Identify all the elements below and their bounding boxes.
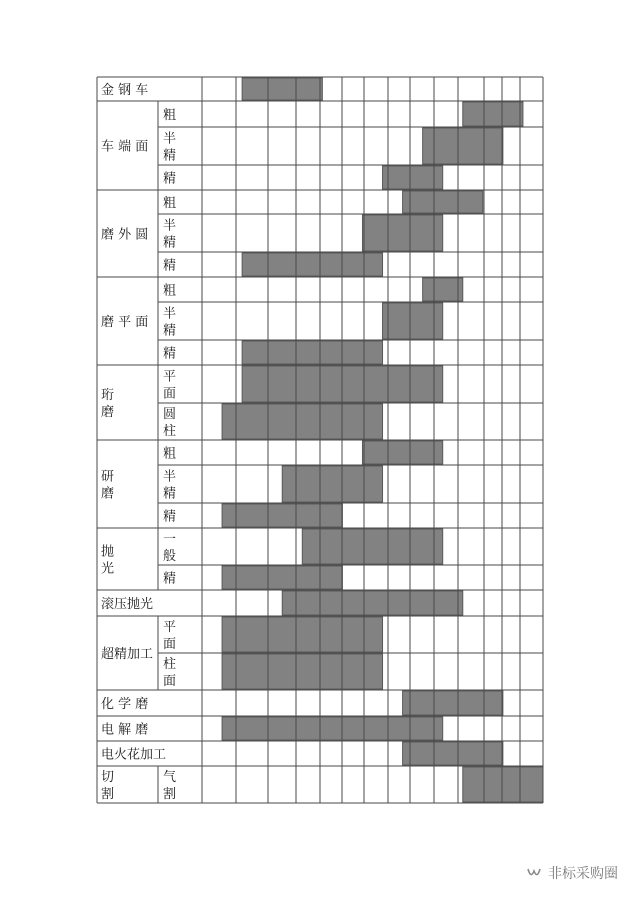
sub-label: 粗 [163, 196, 177, 211]
sub-label: 精 [163, 509, 177, 525]
group-label: 抛 [101, 544, 115, 560]
range-bar [242, 78, 322, 100]
sub-label: 粗 [163, 108, 177, 123]
range-bar [222, 617, 382, 652]
sub-label: 粗 [163, 446, 177, 462]
sub-label: 般 [163, 549, 177, 564]
sub-label: 粗 [163, 283, 177, 299]
range-bar [403, 191, 483, 213]
sub-label: 精 [163, 486, 177, 502]
range-bar [302, 529, 442, 564]
sub-label: 精 [163, 235, 177, 251]
range-bar [423, 278, 463, 301]
sub-label: 半 [163, 306, 177, 322]
range-bar [242, 341, 382, 364]
group-label: 光 [101, 561, 115, 577]
range-bar [423, 128, 503, 164]
range-bar [362, 441, 442, 464]
sub-label: 面 [163, 386, 177, 402]
sub-label: 半 [163, 131, 177, 147]
sub-label: 精 [163, 346, 177, 362]
sub-label: 面 [163, 637, 177, 652]
range-bar [242, 253, 382, 276]
range-bar [463, 767, 543, 802]
range-bar [362, 215, 442, 251]
group-label: 化 学 磨 [101, 697, 149, 712]
group-label: 磨 [101, 405, 115, 420]
sub-label: 平 [163, 620, 177, 635]
sub-label: 柱 [163, 657, 177, 672]
range-bar [403, 691, 503, 715]
sub-label: 半 [163, 218, 177, 234]
range-bar [222, 566, 342, 589]
sub-label: 面 [163, 674, 177, 689]
sub-label: 柱 [163, 424, 177, 439]
range-bar [222, 504, 342, 527]
sub-label: 圆 [163, 407, 177, 422]
group-label: 珩 [101, 388, 115, 403]
wechat-channel-icon [526, 866, 542, 880]
group-label: 磨 外 圆 [101, 227, 149, 243]
sub-label: 精 [163, 323, 177, 339]
sub-label: 精 [163, 148, 177, 164]
sub-label: 一 [163, 532, 177, 547]
group-label: 研 [101, 469, 115, 485]
watermark-text: 非标采购圈 [548, 866, 618, 882]
range-bar [222, 404, 382, 439]
group-label: 超精加工 [101, 647, 154, 662]
sub-label: 半 [163, 469, 177, 485]
group-label: 割 [101, 787, 115, 802]
group-label: 滚压抛光 [101, 597, 154, 612]
group-label: 磨 [101, 486, 115, 502]
range-bar [282, 591, 463, 615]
group-label: 金 钢 车 [101, 83, 149, 98]
group-label: 车 端 面 [101, 139, 149, 155]
sub-label: 气 [163, 770, 177, 785]
sub-label: 平 [163, 369, 177, 385]
group-label: 电火花加工 [101, 747, 167, 763]
range-bar [463, 102, 523, 126]
sub-label: 精 [163, 571, 177, 587]
group-label: 磨 平 面 [101, 315, 149, 330]
range-bar [282, 466, 382, 502]
range-bar [403, 742, 503, 765]
watermark [526, 863, 618, 883]
group-label: 切 [101, 770, 115, 785]
sub-label: 精 [163, 171, 177, 187]
sub-label: 割 [163, 787, 177, 802]
group-label: 电 解 磨 [101, 722, 149, 738]
range-bar [222, 654, 382, 689]
sub-label: 精 [163, 258, 177, 274]
